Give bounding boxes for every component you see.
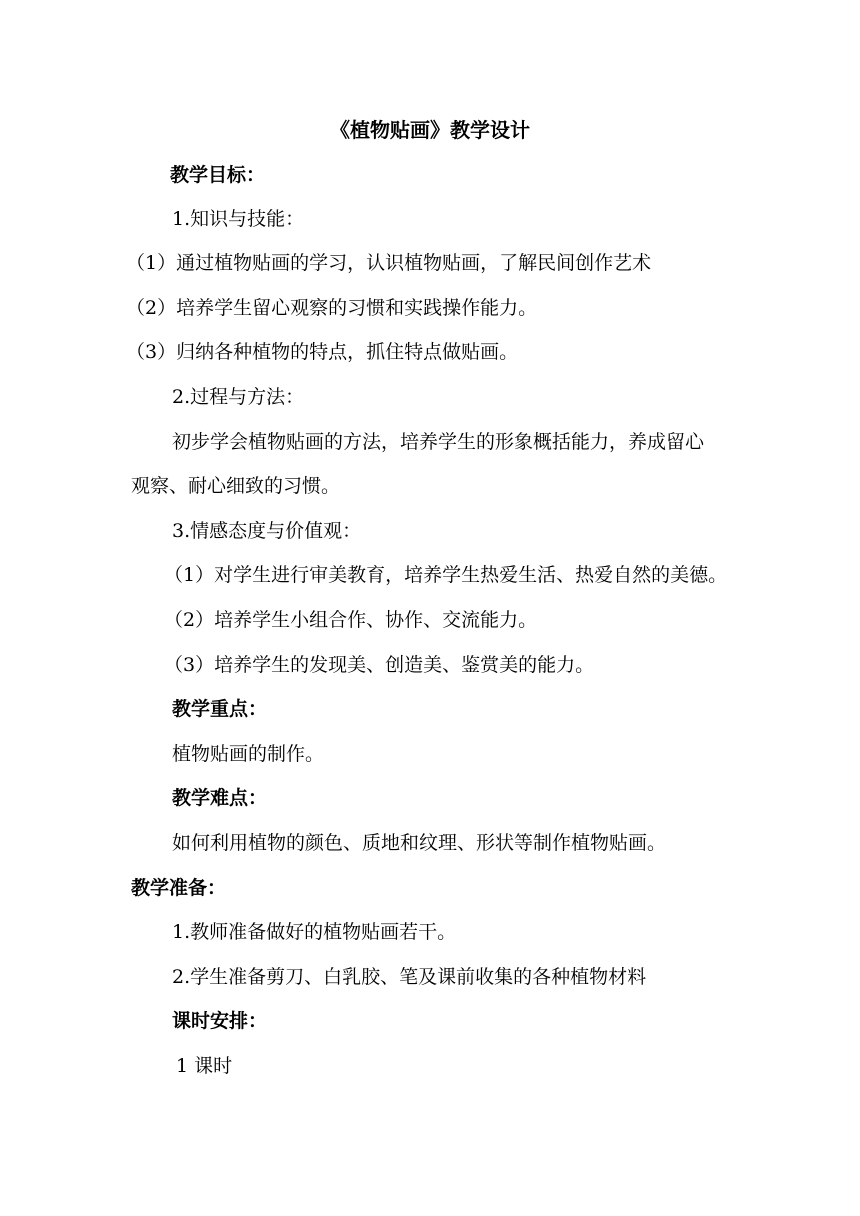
schedule-heading: 课时安排：: [172, 1010, 268, 1032]
emotion-item-2: （2）培养学生小组合作、协作、交流能力。: [164, 609, 538, 631]
emotion-values-heading: 3.情感态度与价值观：: [172, 520, 362, 542]
difficulties-text: 如何利用植物的颜色、质地和纹理、形状等制作植物贴画。: [172, 832, 667, 854]
knowledge-item-3: （3）归纳各种植物的特点，抓住特点做贴画。: [126, 341, 519, 363]
key-points-heading: 教学重点：: [172, 698, 268, 720]
process-method-text-line1: 初步学会植物贴画的方法，培养学生的形象概括能力，养成留心: [172, 431, 705, 453]
knowledge-item-2: （2）培养学生留心观察的习惯和实践操作能力。: [126, 297, 538, 319]
emotion-item-1: （1）对学生进行审美教育，培养学生热爱生活、热爱自然的美德。: [164, 564, 728, 586]
emotion-item-3: （3）培养学生的发现美、创造美、鉴赏美的能力。: [164, 654, 595, 676]
process-method-heading: 2.过程与方法：: [172, 386, 305, 408]
schedule-text: 1 课时: [176, 1055, 233, 1077]
document-title: 《植物贴画》教学设计: [330, 118, 530, 142]
objectives-heading: 教学目标：: [170, 164, 266, 186]
preparation-item-1: 1.教师准备做好的植物贴画若干。: [172, 921, 457, 943]
preparation-item-2: 2.学生准备剪刀、白乳胶、笔及课前收集的各种植物材料: [172, 966, 647, 988]
knowledge-skills-heading: 1.知识与技能：: [172, 208, 305, 230]
process-method-text-line2: 观察、耐心细致的习惯。: [131, 475, 341, 497]
difficulties-heading: 教学难点：: [172, 787, 268, 809]
knowledge-item-1: （1）通过植物贴画的学习，认识植物贴画，了解民间创作艺术: [126, 252, 652, 274]
preparation-heading: 教学准备：: [131, 877, 227, 899]
key-points-text: 植物贴画的制作。: [172, 743, 325, 765]
